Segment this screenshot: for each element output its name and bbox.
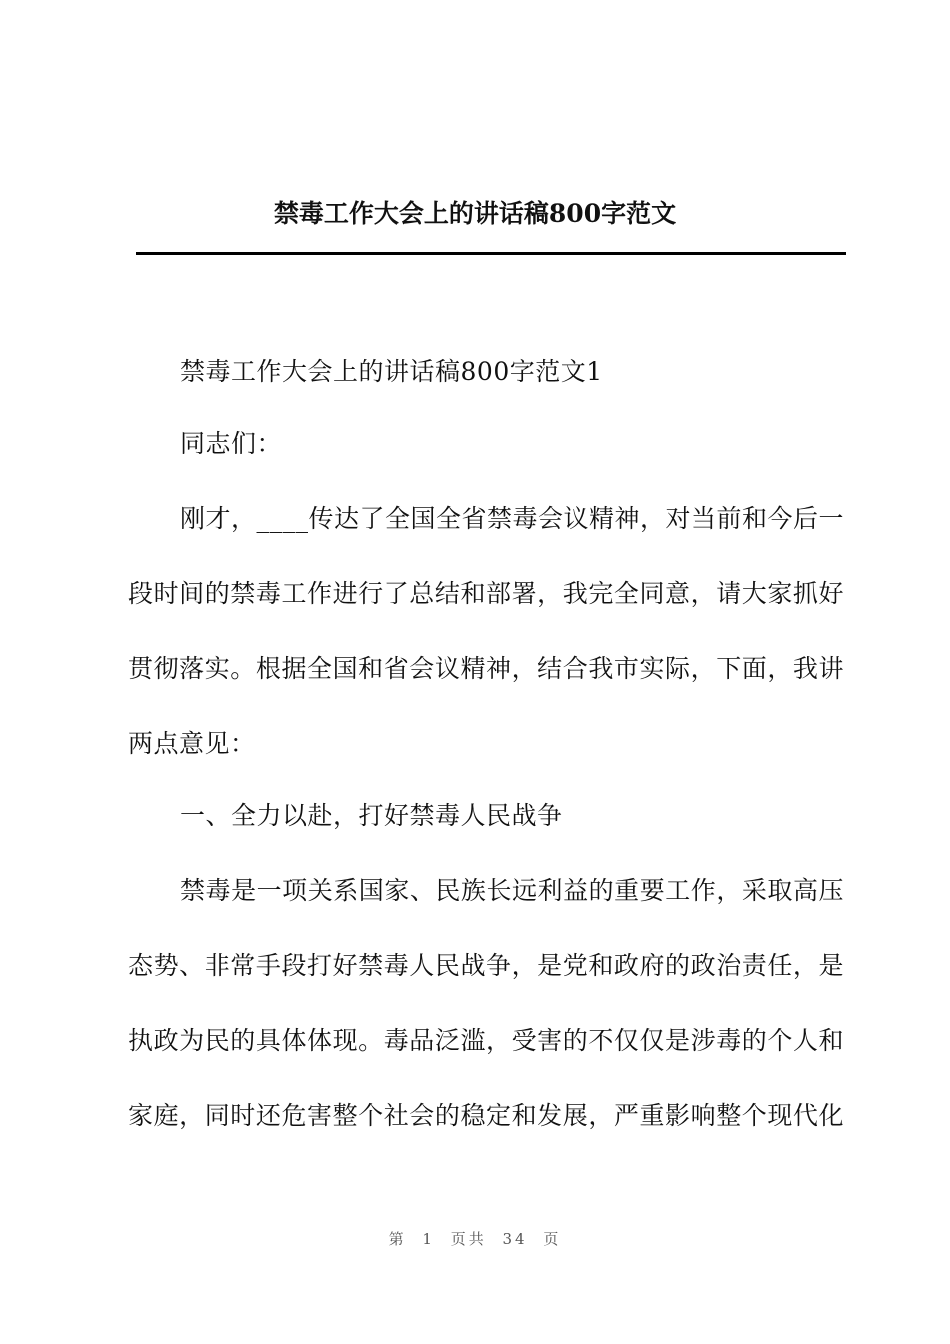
paragraph-1 — [128, 500, 844, 763]
subtitle — [128, 353, 844, 391]
paragraph-1-line-4: 两点意见： — [128, 729, 256, 758]
paragraph-2-line-1: 禁毒是一项关系国家、民族长远利益的重要工作，采取高压 — [180, 876, 844, 905]
paragraph-2-line-2: 态势、非常手段打好禁毒人民战争，是党和政府的政治责任，是 — [128, 951, 844, 980]
subtitle-text: 禁毒工作大会上的讲话稿800字范文1 — [180, 357, 603, 386]
paragraph-2-line-3: 执政为民的具体体现。毒品泛滥，受害的不仅仅是涉毒的个人和 — [128, 1026, 844, 1055]
paragraph-1-line-3: 贯彻落实。根据全国和省会议精神，结合我市实际，下面，我讲 — [128, 654, 844, 683]
paragraph-1-line-1: 刚才，____传达了全国全省禁毒会议精神，对当前和今后一 — [180, 504, 845, 533]
page-number-footer: 第 1 页共 34 页 — [388, 1230, 562, 1248]
document-title: 禁毒工作大会上的讲话稿800字范文 — [273, 199, 677, 228]
paragraph-2-line-4: 家庭，同时还危害整个社会的稳定和发展，严重影响整个现代化 — [128, 1101, 844, 1130]
paragraph-1-line-2: 段时间的禁毒工作进行了总结和部署，我完全同意，请大家抓好 — [128, 579, 844, 608]
salutation-text: 同志们： — [180, 429, 283, 458]
section-heading-1 — [128, 797, 844, 835]
paragraph-2 — [128, 872, 844, 1135]
salutation — [128, 425, 844, 463]
section-heading-1-text: 一、全力以赴，打好禁毒人民战争 — [180, 801, 563, 830]
title-underline — [136, 252, 846, 255]
